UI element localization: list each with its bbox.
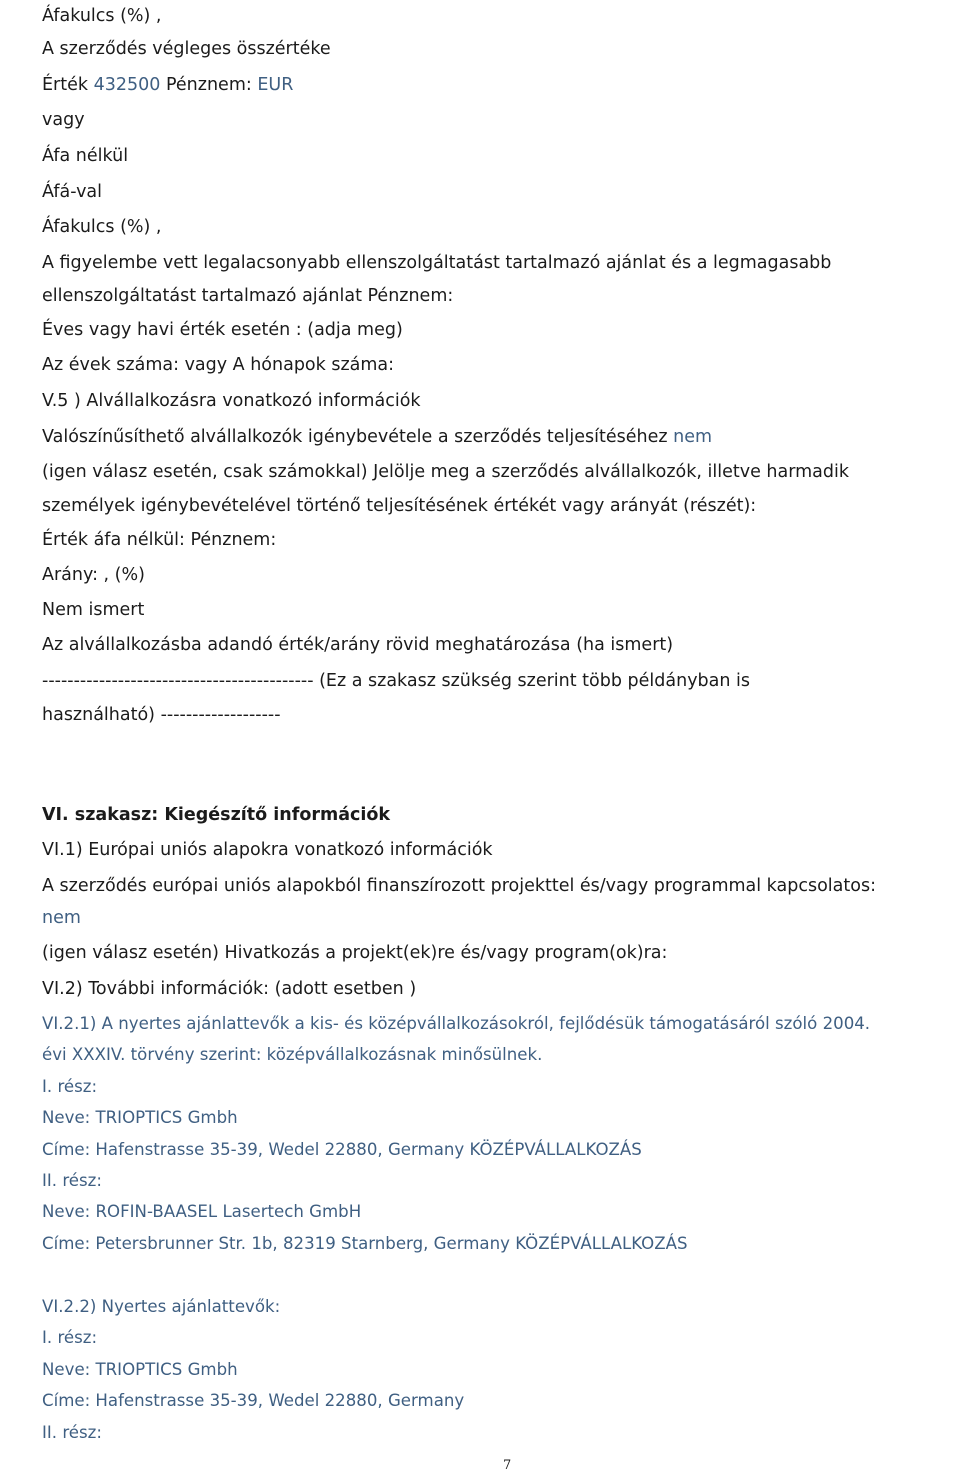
text-line: Az alvállalkozásba adandó érték/arány rövid meghatározása (ha ismert): [42, 635, 674, 655]
text-line: Arány: , (%): [42, 565, 145, 585]
currency-value: EUR: [257, 75, 294, 95]
currency-label: Pénznem:: [165, 75, 252, 95]
text-line: (igen válasz esetén, csak számokkal) Jelölje meg a szerződés alvállalkozók, illetve harmadik: [42, 462, 849, 482]
text-line: [42, 73, 293, 97]
subcontract-question: Valószínűsíthető alvállalkozók igénybevétele a szerződés teljesítéséhez: [42, 427, 668, 447]
section-heading: VI.1) Európai uniós alapokra vonatkozó információk: [42, 840, 493, 860]
text-line: személyek igénybevételével történő teljesítésének értékét vagy arányát (részét):: [42, 496, 757, 516]
text-line: Áfá-val: [42, 182, 103, 202]
text-line: Nem ismert: [42, 600, 145, 620]
winner-address: Címe: Petersbrunner Str. 1b, 82319 Starnberg, Germany KÖZÉPVÁLLALKOZÁS: [42, 1234, 688, 1253]
part-label: I. rész:: [42, 1077, 98, 1096]
part-label: II. rész:: [42, 1171, 102, 1190]
part-label: I. rész:: [42, 1328, 98, 1347]
text-line: évi XXXIV. törvény szerint: középvállalkozásnak minősülnek.: [42, 1045, 543, 1064]
winner-name: Neve: TRIOPTICS Gmbh: [42, 1108, 238, 1127]
section-heading: VI.2) További információk: (adott esetben ): [42, 979, 417, 999]
text-line: használható) -------------------: [42, 705, 281, 725]
text-line: Áfakulcs (%) ,: [42, 6, 162, 26]
eu-funds-answer: nem: [42, 908, 81, 928]
text-line: [42, 425, 712, 449]
section-heading: VI.2.2) Nyertes ajánlattevők:: [42, 1297, 281, 1316]
contract-value: 432500: [93, 75, 161, 95]
text-line: Az évek száma: vagy A hónapok száma:: [42, 355, 395, 375]
winner-name: Neve: TRIOPTICS Gmbh: [42, 1360, 238, 1379]
text-line: A szerződés végleges összértéke: [42, 39, 331, 59]
text-line: A szerződés európai uniós alapokból finanszírozott projekttel és/vagy programmal kapcsolatos:: [42, 876, 876, 896]
value-label: Érték: [42, 75, 89, 95]
page-number: 7: [503, 1458, 512, 1473]
text-line: ellenszolgáltatást tartalmazó ajánlat Pénznem:: [42, 286, 454, 306]
text-line: ------------------------------------------- (Ez a szakasz szükség szerint több példányban is: [42, 671, 751, 691]
text-line: A figyelembe vett legalacsonyabb ellenszolgáltatást tartalmazó ajánlat és a legmagasabb: [42, 253, 832, 273]
text-line: Éves vagy havi érték esetén : (adja meg): [42, 320, 403, 340]
subcontract-answer: nem: [673, 427, 713, 447]
text-line: vagy: [42, 110, 85, 130]
winner-address: Címe: Hafenstrasse 35-39, Wedel 22880, Germany KÖZÉPVÁLLALKOZÁS: [42, 1140, 642, 1159]
text-line: VI.2.1) A nyertes ajánlattevők a kis- és középvállalkozásokról, fejlődésük támogatásáról szóló 2004.: [42, 1014, 871, 1033]
text-line: Érték áfa nélkül: Pénznem:: [42, 530, 277, 550]
winner-address: Címe: Hafenstrasse 35-39, Wedel 22880, Germany: [42, 1391, 465, 1410]
text-line: Áfa nélkül: [42, 146, 129, 166]
winner-name: Neve: ROFIN-BAASEL Lasertech GmbH: [42, 1202, 362, 1221]
section-heading: V.5 ) Alvállalkozásra vonatkozó információk: [42, 391, 421, 411]
part-label: II. rész:: [42, 1423, 102, 1442]
text-line: (igen válasz esetén) Hivatkozás a projekt(ek)re és/vagy program(ok)ra:: [42, 943, 668, 963]
section-title: VI. szakasz: Kiegészítő információk: [42, 805, 391, 825]
text-line: Áfakulcs (%) ,: [42, 217, 162, 237]
